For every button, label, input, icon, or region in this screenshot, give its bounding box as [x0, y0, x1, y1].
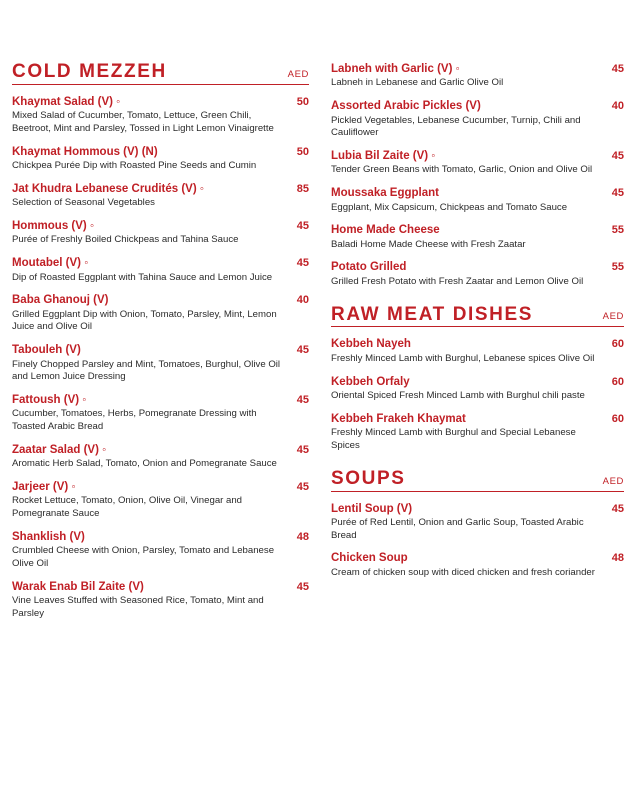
menu-item-description: Cucumber, Tomatoes, Herbs, Pomegranate Dressing with Toasted Arabic Bread [12, 408, 257, 433]
menu-item-name: Labneh with Garlic (V) ◦ [331, 63, 460, 75]
menu-item-name: Assorted Arabic Pickles (V) [331, 100, 481, 113]
menu-item [12, 443, 309, 471]
menu-item-row [331, 62, 624, 76]
menu-item-name: Warak Enab Bil Zaite (V) [12, 580, 144, 593]
menu-item-price: 45 [611, 150, 624, 162]
menu-item-price: 45 [296, 220, 309, 233]
section-title: SOUPS [331, 467, 406, 489]
menu-item-name: Fattoush (V) ◦ [12, 394, 87, 407]
menu-item-row [12, 393, 309, 407]
menu-item-row [331, 149, 624, 163]
menu-item-row [331, 186, 624, 200]
menu-item-row [12, 182, 309, 196]
menu-item-row [12, 256, 309, 270]
menu-item-name: Baba Ghanouj (V) [12, 294, 109, 307]
menu-item-description: Cream of chicken soup with diced chicken and fresh coriander [331, 566, 595, 578]
menu-item-name: Shanklish (V) [12, 530, 85, 543]
menu-item [331, 186, 624, 214]
menu-item-price: 55 [611, 224, 624, 237]
left-column [0, 62, 319, 630]
menu-item-row [331, 502, 624, 516]
menu-item-row [12, 480, 309, 494]
menu-columns [0, 62, 638, 630]
menu-item-price: 45 [296, 481, 309, 494]
menu-item-description: Grilled Fresh Potato with Fresh Zaatar and Lemon Olive Oil [331, 275, 584, 287]
menu-item-name: Jarjeer (V) ◦ [12, 481, 76, 494]
menu-item-price: 45 [296, 257, 309, 270]
menu-item-description: Purée of Freshly Boiled Chickpeas and Tahina Sauce [12, 234, 239, 246]
menu-item-row [12, 145, 309, 159]
section-header-soups [331, 469, 624, 492]
menu-item-price: 60 [611, 338, 624, 351]
menu-item-name: Lentil Soup (V) [331, 502, 413, 515]
menu-item-name: Kebbeh Frakeh Khaymat [331, 412, 466, 425]
menu-item [12, 393, 309, 434]
menu-item [12, 580, 309, 621]
menu-item-row [12, 580, 309, 594]
right-column [319, 62, 638, 589]
menu-item-price: 45 [611, 187, 624, 200]
menu-item-price: 50 [296, 145, 309, 158]
menu-item-name: Khaymat Salad (V) ◦ [12, 95, 121, 108]
menu-item-price: 50 [296, 95, 309, 108]
menu-item-row [12, 343, 309, 357]
section-currency-label: AED [602, 311, 624, 323]
menu-item-description: Labneh in Lebanese and Garlic Olive Oil [331, 77, 504, 89]
menu-item-name: Chicken Soup [331, 552, 408, 565]
menu-item-price: 60 [611, 375, 624, 388]
menu-item-price: 60 [611, 412, 624, 425]
menu-item-price: 45 [296, 580, 309, 593]
menu-item-description: Aromatic Herb Salad, Tomato, Onion and Pomegranate Sauce [12, 458, 277, 470]
menu-item-description: Finely Chopped Parsley and Mint, Tomatoes, Burghul, Olive Oil and Lemon Juice Dressing [12, 358, 281, 383]
menu-item-description: Freshly Minced Lamb with Burghul, Lebanese spices Olive Oil [331, 352, 595, 364]
menu-item-price: 85 [296, 182, 309, 195]
menu-item-price: 40 [611, 100, 624, 113]
menu-item-price: 45 [611, 502, 624, 515]
menu-item-description: Chickpea Purée Dip with Roasted Pine Seeds and Cumin [12, 160, 257, 172]
menu-item-name: Jat Khudra Lebanese Crudités (V) ◦ [12, 182, 204, 195]
menu-item [331, 99, 624, 140]
menu-item-description: Vine Leaves Stuffed with Seasoned Rice, Tomato, Mint and Parsley [12, 595, 264, 619]
menu-item-price: 55 [611, 261, 624, 274]
menu-item-row [12, 530, 309, 544]
menu-item [331, 260, 624, 288]
menu-item-price: 48 [296, 530, 309, 543]
menu-item-description: Purée of Red Lentil, Onion and Garlic Soup, Toasted Arabic Bread [331, 516, 584, 541]
menu-item-description: Oriental Spiced Fresh Minced Lamb with Burghul chili paste [331, 389, 585, 401]
menu-item [12, 182, 309, 210]
section-header-raw-meat-dishes [331, 305, 624, 328]
menu-item-price: 45 [296, 394, 309, 407]
menu-item-name: Kebbeh Orfaly [331, 375, 410, 388]
section-title: COLD MEZZEH [12, 61, 167, 82]
menu-item-description: Grilled Eggplant Dip with Onion, Tomato, Parsley, Mint, Lemon Juice and Olive Oil [12, 308, 277, 333]
menu-item-row [12, 293, 309, 307]
menu-item [331, 502, 624, 543]
menu-item-description: Pickled Vegetables, Lebanese Cucumber, Turnip, Chili and Cauliflower [331, 114, 581, 139]
menu-item-description: Rocket Lettuce, Tomato, Onion, Olive Oil, Vinegar and Pomegranate Sauce [12, 495, 243, 520]
menu-item-name: Lubia Bil Zaite (V) ◦ [331, 150, 436, 162]
menu-item-row [331, 260, 624, 274]
menu-item [331, 337, 624, 365]
section-currency-label: AED [602, 475, 624, 487]
menu-item-description: Crumbled Cheese with Onion, Parsley, Tomato and Lebanese Olive Oil [12, 545, 275, 570]
menu-item-price: 48 [611, 552, 624, 565]
menu-item-name: Zaatar Salad (V) ◦ [12, 443, 107, 456]
menu-item-row [331, 412, 624, 426]
menu-item [331, 62, 624, 90]
menu-item [331, 412, 624, 453]
menu-item [12, 343, 309, 384]
menu-item [331, 375, 624, 403]
menu-item [12, 293, 309, 334]
menu-item-price: 40 [296, 294, 309, 307]
menu-item-name: Tabouleh (V) [12, 344, 81, 357]
section-header-cold-mezzeh [12, 62, 309, 85]
menu-item-description: Dip of Roasted Eggplant with Tahina Sauce and Lemon Juice [12, 271, 273, 283]
menu-item [331, 223, 624, 251]
menu-item-price: 45 [296, 344, 309, 357]
menu-item-description: Mixed Salad of Cucumber, Tomato, Lettuce, Green Chili, Beetroot, Mint and Parsley, Tossed in Light Lemon Vinaigrette [12, 110, 274, 135]
menu-item-price: 45 [296, 443, 309, 456]
menu-item-description: Baladi Home Made Cheese with Fresh Zaatar [331, 238, 526, 250]
menu-item-row [331, 223, 624, 237]
menu-item-row [12, 443, 309, 457]
menu-item-name: Home Made Cheese [331, 224, 440, 237]
menu-item [331, 551, 624, 579]
menu-item [12, 530, 309, 571]
menu-item-row [331, 375, 624, 389]
menu-item [12, 480, 309, 521]
menu-item [12, 95, 309, 136]
menu-item-description: Freshly Minced Lamb with Burghul and Special Lebanese Spices [331, 427, 576, 451]
section-title: RAW MEAT DISHES [331, 303, 534, 325]
menu-item-row [12, 95, 309, 109]
menu-item-name: Potato Grilled [331, 261, 407, 274]
menu-item-name: Hommous (V) ◦ [12, 220, 95, 233]
menu-item-row [12, 219, 309, 233]
section-currency-label: AED [287, 68, 309, 80]
menu-item-name: Khaymat Hommous (V) (N) [12, 145, 158, 158]
menu-item-description: Tender Green Beans with Tomato, Garlic, Onion and Olive Oil [331, 164, 593, 176]
menu-item-name: Moussaka Eggplant [331, 187, 439, 200]
menu-item [12, 145, 309, 173]
menu-item-row [331, 551, 624, 565]
menu-item [12, 256, 309, 284]
menu-item [12, 219, 309, 247]
menu-item-description: Selection of Seasonal Vegetables [12, 197, 155, 209]
menu-item-name: Moutabel (V) ◦ [12, 257, 89, 270]
menu-item-row [331, 99, 624, 113]
menu-item-price: 45 [611, 63, 624, 75]
menu-item-name: Kebbeh Nayeh [331, 338, 411, 351]
menu-item-description: Eggplant, Mix Capsicum, Chickpeas and Tomato Sauce [331, 201, 568, 213]
menu-item-row [331, 337, 624, 351]
menu-item [331, 149, 624, 177]
